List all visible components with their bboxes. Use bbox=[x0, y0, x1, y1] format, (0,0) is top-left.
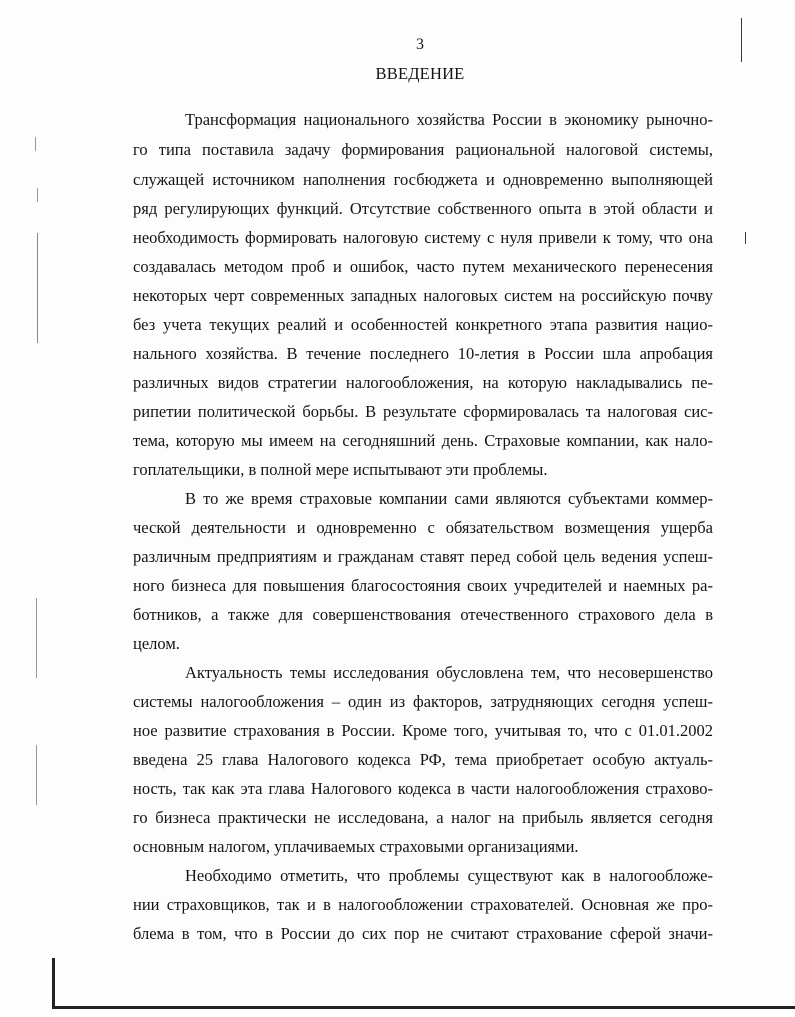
text-line: В то же время страховые компании сами являются субъектами коммер- bbox=[185, 489, 713, 508]
text-line: Трансформация национального хозяйства России в экономику рыночно- bbox=[185, 110, 713, 129]
scan-artifact bbox=[36, 745, 37, 805]
text-line: ботников, а также для совершенствования отечественного страхового дела в bbox=[133, 605, 713, 624]
scan-artifact bbox=[37, 233, 38, 343]
scan-border bbox=[52, 1006, 795, 1009]
text-line: ческой деятельности и одновременно с обязательством возмещения ущерба bbox=[133, 518, 713, 537]
text-line: некоторых черт современных западных налоговых систем на российскую почву bbox=[133, 286, 713, 305]
text-line: без учета текущих реалий и особенностей конкретного этапа развития нацио- bbox=[133, 315, 713, 334]
text-line: го бизнеса практически не исследована, а налог на прибыль является сегодня bbox=[133, 808, 713, 827]
text-line: введена 25 глава Налогового кодекса РФ, тема приобретает особую актуаль- bbox=[133, 750, 713, 769]
text-line: ное развитие страхования в России. Кроме того, учитывая то, что с 01.01.2002 bbox=[133, 721, 713, 740]
text-line: целом. bbox=[133, 634, 180, 653]
scan-artifact bbox=[36, 598, 37, 678]
text-line: ряд регулирующих функций. Отсутствие собственного опыта в этой области и bbox=[133, 199, 713, 218]
text-line: различным предприятиям и гражданам ставят перед собой цель ведения успеш- bbox=[133, 547, 713, 566]
scan-artifact bbox=[745, 232, 746, 244]
scan-artifact bbox=[37, 188, 38, 202]
text-line: основным налогом, уплачиваемых страховыми организациями. bbox=[133, 837, 579, 856]
scan-artifact bbox=[741, 18, 742, 62]
text-line: нии страховщиков, так и в налогообложении страхователей. Основная же про- bbox=[133, 895, 713, 914]
text-line: создавалась методом проб и ошибок, часто путем механического перенесения bbox=[133, 257, 713, 276]
page-number: 3 bbox=[416, 36, 424, 53]
text-line: необходимость формировать налоговую систему с нуля привели к тому, что она bbox=[133, 228, 713, 247]
text-line: ность, так как эта глава Налогового кодекса в части налогообложения страхово- bbox=[133, 779, 713, 798]
text-line: гоплательщики, в полной мере испытывают эти проблемы. bbox=[133, 460, 548, 479]
text-line: го типа поставила задачу формирования рациональной налоговой системы, bbox=[133, 140, 713, 159]
text-line: различных видов стратегии налогообложения, на которую накладывались пе- bbox=[133, 373, 713, 392]
scan-border bbox=[52, 958, 55, 1008]
scan-artifact bbox=[35, 137, 36, 151]
text-line: системы налогообложения – один из факторов, затрудняющих сегодня успеш- bbox=[133, 692, 713, 711]
text-line: блема в том, что в России до сих пор не считают страхование сферой значи- bbox=[133, 924, 713, 943]
text-line: Необходимо отметить, что проблемы существуют как в налогообложе- bbox=[185, 866, 713, 885]
text-line: служащей источником наполнения госбюджета и одновременно выполняющей bbox=[133, 170, 713, 189]
text-line: ного бизнеса для повышения благосостояния своих учредителей и наемных ра- bbox=[133, 576, 713, 595]
page-title: ВВЕДЕНИЕ bbox=[375, 64, 465, 83]
text-line: Актуальность темы исследования обусловлена тем, что несовершенство bbox=[185, 663, 713, 682]
text-line: нального хозяйства. В течение последнего 10-летия в России шла апробация bbox=[133, 344, 713, 363]
text-line: тема, которую мы имеем на сегодняшний день. Страховые компании, как нало- bbox=[133, 431, 713, 450]
text-line: рипетии политической борьбы. В результате сформировалась та налоговая сис- bbox=[133, 402, 713, 421]
